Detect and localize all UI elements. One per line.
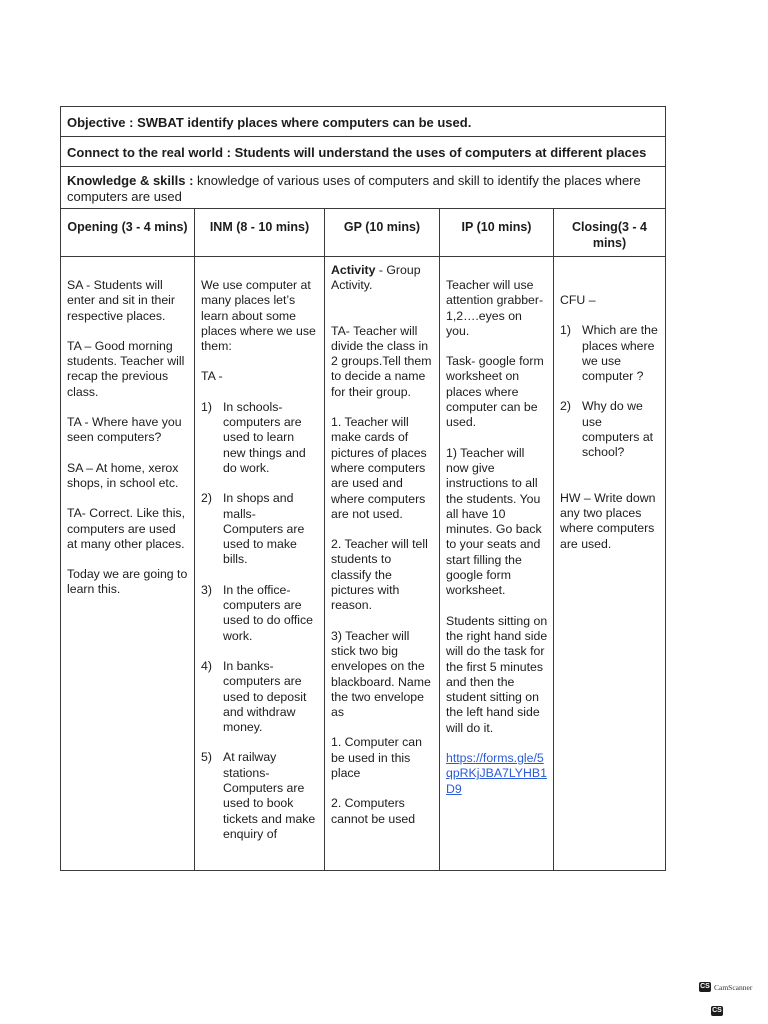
activity-label: Activity [331,263,376,277]
objective-label: Objective : [67,115,134,130]
opening-text: Today we are going to learn this. [67,567,188,597]
opening-body [61,257,194,613]
activity-text: - Group Activity. [331,263,421,293]
camscanner-watermark: CamScanner [714,983,753,992]
list-text: In banks- computers are used to deposit and withdraw money. [223,658,307,735]
list-number: 1) [201,399,212,414]
list-item [201,750,319,842]
ip-text: Task- google form worksheet on places where computer can be used. [446,354,544,430]
list-text: In shops and malls- Computers are used to make bills. [223,491,305,567]
spacer [331,309,434,324]
inm-heading: INM (8 - 10 mins) [195,209,324,257]
gp-activity [331,263,434,294]
list-text: In schools- computers are used to learn new things and do work. [223,399,306,475]
inm-body [195,257,324,857]
opening-column [61,209,195,870]
ip-column [440,209,554,870]
knowledge-row [61,167,665,209]
ip-body [440,257,553,812]
list-text: Which are the places where we use computer ? [582,323,658,384]
list-text: At railway stations- Computers are used to book tickets and make enquiry of [223,750,316,841]
ip-text: Teacher will use attention grabber- 1,2….eyes on you. [446,278,544,338]
list-number: 2) [201,491,212,506]
connect-label: Connect to the real world : [67,145,231,160]
gp-text: 2. Computers cannot be used [331,796,416,826]
gp-text: 1. Computer can be used in this place [331,735,422,781]
list-item [201,659,319,735]
list-number: 3) [201,582,212,597]
closing-cfu: CFU – [560,293,596,307]
opening-text: TA - Where have you seen computers? [67,415,182,445]
spacer [560,476,660,491]
knowledge-text: knowledge of various uses of computers and skill to identify the places where computers are used [67,173,641,204]
inm-column [195,209,325,870]
list-item [201,400,319,476]
gp-column [325,209,440,870]
list-item [560,399,660,460]
opening-heading: Opening (3 - 4 mins) [61,209,194,257]
ip-heading: IP (10 mins) [440,209,553,257]
list-number: 2) [560,399,571,414]
objective-row [61,107,665,137]
ip-text: 1) Teacher will now give instructions to all the students. You all have 10 minutes. Go back to your seats and start filling the google form worksheet. [446,445,542,598]
closing-body [554,257,665,567]
gp-text: 1. Teacher will make cards of pictures of places where computers are used and where computers are not used. [331,415,427,521]
opening-text: TA- Correct. Like this, computers are used at many other places. [67,506,185,551]
connect-row [61,137,665,167]
knowledge-label: Knowledge & skills : [67,173,194,188]
list-item [201,583,319,644]
closing-column [554,209,665,870]
objective-text: SWBAT identify places where computers can be used. [137,115,472,130]
google-form-link[interactable]: https://forms.gle/5qpRKjJBA7LYHB1D9 [446,751,547,796]
inm-ta: TA - [201,369,223,384]
gp-text: 3) Teacher will stick two big envelopes on the blackboard. Name the two envelope as [331,628,431,720]
lesson-columns [61,209,665,870]
opening-text: SA – At home, xerox shops, in school etc. [67,460,179,490]
opening-text: SA - Students will enter and sit in their respective places. [67,278,176,323]
list-item [560,323,660,384]
closing-heading: Closing(3 - 4 mins) [554,209,665,257]
list-item [201,491,319,567]
camscanner-logo-icon: CS [712,1007,722,1014]
list-text: Why do we use computers at school? [582,399,654,460]
opening-text: TA – Good morning students. Teacher will recap the previous class. [67,338,185,399]
list-number: 1) [560,323,571,338]
ip-text: Students sitting on the right hand side will do the task for the first 5 minutes and then the student sitting on the left hand side will do it. [446,613,548,735]
gp-heading: GP (10 mins) [325,209,439,257]
connect-text: Students will understand the uses of computers at different places [234,145,647,160]
lesson-plan-table [60,106,666,871]
list-number: 5) [201,750,212,765]
closing-hw: HW – Write down any two places where computers are used. [560,490,656,551]
list-text: In the office- computers are used to do office work. [223,582,314,643]
gp-body [325,257,439,827]
ip-link-wrap [446,751,548,797]
inm-intro: We use computer at many places let’s learn about some places where we use them: [201,278,316,354]
gp-text: 2. Teacher will tell students to classify the pictures with reason. [331,537,428,613]
list-number: 4) [201,658,212,673]
gp-text: TA- Teacher will divide the class in 2 groups.Tell them to decide a name for their group. [331,323,432,399]
camscanner-logo-icon: CS [700,983,710,990]
